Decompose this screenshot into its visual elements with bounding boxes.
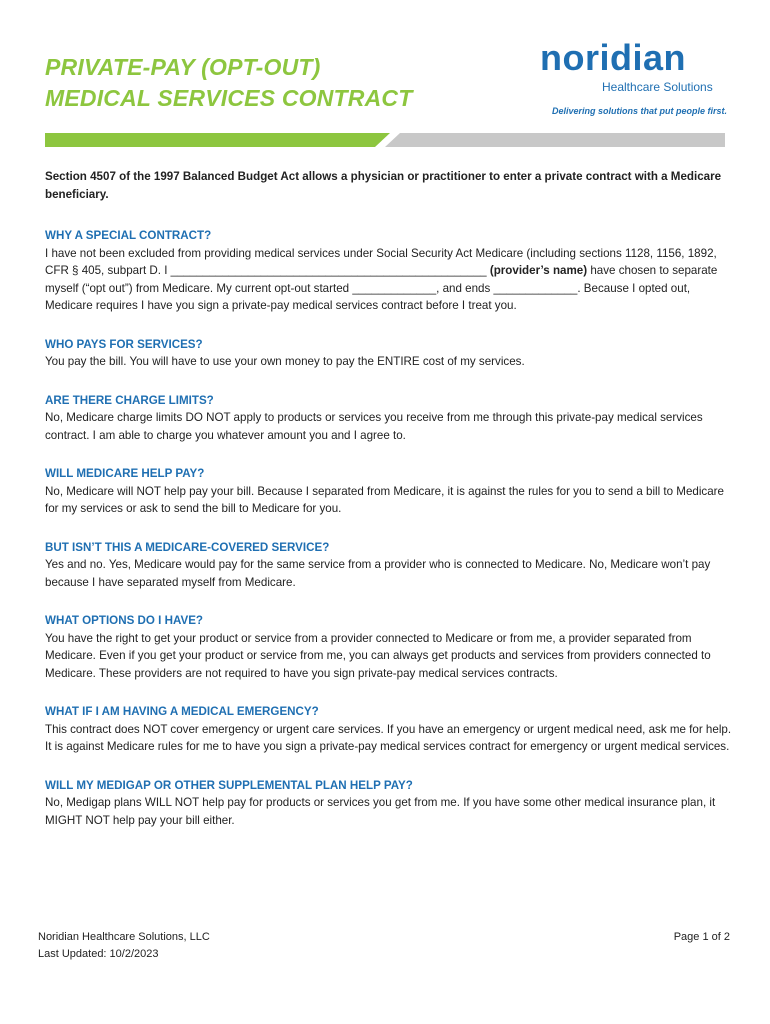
- section-options: [45, 612, 735, 682]
- logo-wordmark: noridian: [540, 37, 686, 78]
- footer-updated: Last Updated: 10/2/2023: [38, 948, 159, 960]
- section-body: No, Medicare will NOT help pay your bill. Because I separated from Medicare, it is against the rules for you to send a bill to Medicare for my services or ask to send the bill to Medicare for you.: [45, 484, 724, 515]
- page-number: Page 1 of 2: [673, 931, 730, 943]
- section-heading: WHAT OPTIONS DO I HAVE?: [45, 614, 204, 627]
- section-heading: WILL MY MEDIGAP OR OTHER SUPPLEMENTAL PLAN HELP PAY?: [45, 778, 413, 792]
- section-body: Yes and no. Yes, Medicare would pay for the same service from a provider who is connected to Medicare. No, Medicare won’t pay because I have separated myself from Medicare.: [45, 558, 711, 589]
- section-body: You have the right to get your product or service from a provider connected to Medicare or from me, a provider separated from Medicare. Even if you get your product or service from me, you can always get products and services from providers connected to Medicare. These providers are not required to have you sign private-pay medical services contracts.: [45, 631, 711, 680]
- document-body: [45, 168, 735, 850]
- section-body: [45, 245, 735, 315]
- title-line-1: PRIVATE-PAY (OPT-OUT): [45, 54, 321, 80]
- section-body: No, Medigap plans WILL NOT help pay for products or services you get from me. If you have some other medical insurance plan, it MIGHT NOT help pay your bill either.: [45, 796, 716, 827]
- intro-paragraph: Section 4507 of the 1997 Balanced Budget Act allows a physician or practitioner to enter a private contract with a Medicare beneficiary.: [45, 170, 722, 201]
- page-footer: [38, 929, 730, 963]
- section-heading: WHO PAYS FOR SERVICES?: [45, 337, 203, 351]
- section-body: This contract does NOT cover emergency or urgent care services. If you have an emergency or urgent medical need, ask me for help. It is against Medicare rules for me to have you sign a private-pay medical services contract for emergency or urgent medical services.: [45, 722, 732, 753]
- section-heading: WILL MEDICARE HELP PAY?: [45, 467, 205, 480]
- section-body: You pay the bill. You will have to use your own money to pay the ENTIRE cost of my services.: [45, 355, 525, 368]
- body-text: I have not been excluded from providing medical services under Social Security Act Medicare (including sections 1128, 1156, 1892, CFR § 405, subpart D. I _________________________________________________: [45, 246, 717, 277]
- document-title: [45, 52, 413, 114]
- section-heading: BUT ISN’T THIS A MEDICARE-COVERED SERVICE?: [45, 540, 330, 554]
- header-divider: [45, 133, 725, 147]
- section-who-pays: [45, 336, 735, 371]
- provider-name-label: (provider’s name): [489, 264, 588, 277]
- body-text: have chosen to separate myself (“opt out”) from Medicare. My current opt-out started _____________, and ends _____________. Because I opted out, Medicare requires I have you sign a private-pay medical services contract before I treat you.: [45, 264, 718, 312]
- footer-company: Noridian Healthcare Solutions, LLC: [38, 931, 210, 943]
- noridian-logo: [540, 38, 740, 128]
- section-medicare-help-pay: [45, 465, 735, 518]
- section-medigap: [45, 777, 735, 830]
- section-heading: WHY A SPECIAL CONTRACT?: [45, 229, 212, 242]
- section-charge-limits: [45, 392, 735, 445]
- logo-tagline: Delivering solutions that put people first.: [552, 106, 728, 116]
- footer-left: [38, 929, 210, 963]
- section-medicare-covered: [45, 539, 735, 592]
- section-why-special-contract: [45, 227, 735, 315]
- section-body: No, Medicare charge limits DO NOT apply to products or services you receive from me through this private-pay medical services contract. I am able to charge you whatever amount you and I agree to.: [45, 411, 703, 442]
- logo-subtitle: Healthcare Solutions: [602, 80, 713, 94]
- title-line-2: MEDICAL SERVICES CONTRACT: [45, 85, 413, 111]
- section-heading: ARE THERE CHARGE LIMITS?: [45, 393, 214, 407]
- section-emergency: [45, 703, 735, 756]
- section-heading: WHAT IF I AM HAVING A MEDICAL EMERGENCY?: [45, 705, 319, 718]
